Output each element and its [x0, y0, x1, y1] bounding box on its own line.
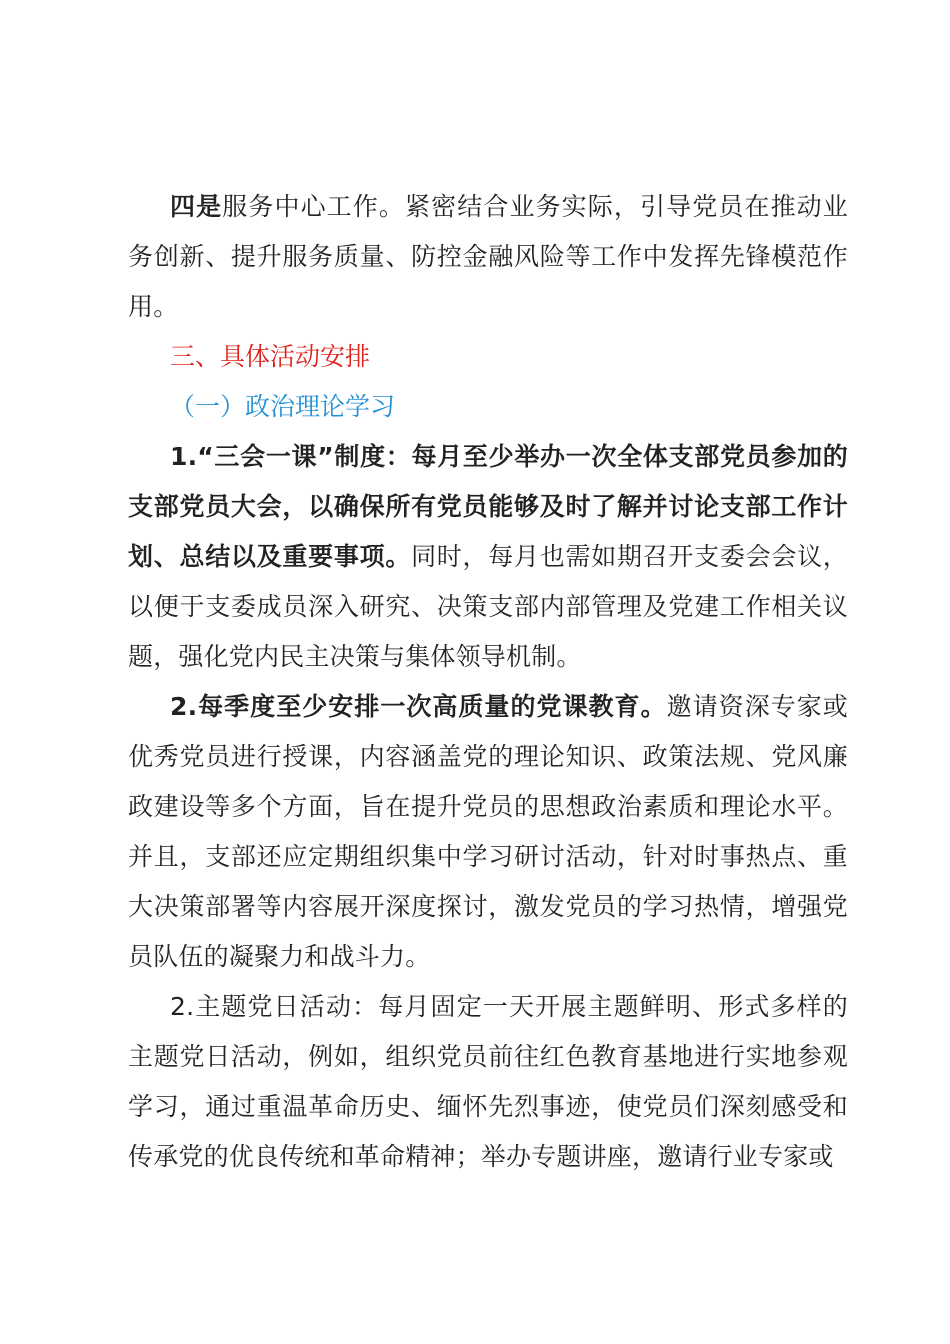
paragraph-text: 2.主题党日活动：每月固定一天开展主题鲜明、形式多样的主题党日活动，例如，组织党员前往红色教育基地进行实地参观学习，通过重温革命历史、缅怀先烈事迹，使党员们深刻感受和传承党的优良传统和革命精神；举办专题讲座，邀请行业专家或 — [128, 992, 848, 1171]
paragraph-party-lesson — [128, 682, 848, 982]
paragraph-three-meetings — [128, 432, 848, 682]
paragraph-lead-bold: 四是 — [170, 192, 223, 221]
paragraph-text: 服务中心工作。紧密结合业务实际，引导党员在推动业务创新、提升服务质量、防控金融风险等工作中发挥先锋模范作用。 — [128, 192, 848, 321]
paragraph-service-center — [128, 182, 848, 332]
document-body — [128, 182, 848, 1182]
paragraph-bold-text: 1.“三会一课”制度：每月至少举办一次全体支部党员参加的支部党员大会，以确保所有党员能够及时了解并讨论支部工作计划、总结以及重要事项。 — [128, 442, 848, 571]
section-heading: 三、具体活动安排 — [170, 342, 371, 371]
paragraph-text: 同时，每月也需如期召开支委会会议，以便于支委成员深入研究、决策支部内部管理及党建工作相关议题，强化党内民主决策与集体领导机制。 — [128, 542, 849, 671]
paragraph-bold-text: 2.每季度至少安排一次高质量的党课教育。 — [170, 692, 667, 721]
subsection-heading: （一）政治理论学习 — [170, 392, 396, 421]
paragraph-theme-party-day — [128, 982, 848, 1182]
paragraph-text: 邀请资深专家或优秀党员进行授课，内容涵盖党的理论知识、政策法规、党风廉政建设等多个方面，旨在提升党员的思想政治素质和理论水平。并且，支部还应定期组织集中学习研讨活动，针对时事热点、重大决策部署等内容展开深度探讨，激发党员的学习热情，增强党员队伍的凝聚力和战斗力。 — [128, 692, 848, 971]
